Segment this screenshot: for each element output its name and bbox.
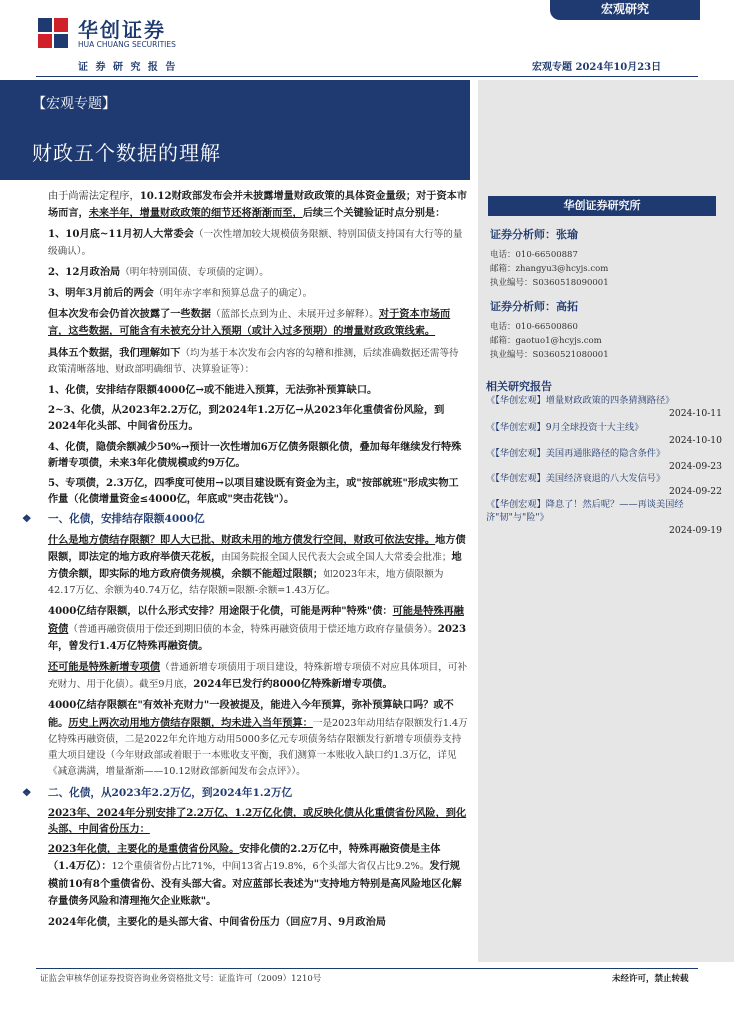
page-footer xyxy=(0,962,734,1024)
related-report-title[interactable]: 《【华创宏观】增量财政政策的四条猜测路径》 xyxy=(486,395,675,406)
body-paragraph: 4000亿结存限额在"有效补充财力"一段被提及，能进入今年预算，弥补预算缺口吗？或不能。历史上两次动用地方债结存限额，均未进入当年预算：一是2023年动用结存限额发行1.4万亿特殊再融资债，二是2022年允许地方动用5000多亿元专项债务结存限额发行新增专项债券支持重大项目建设（今年财政部或着眼于一本账收支平衡，我们测算一本账收入缺口约1.3万亿，详见《减意满满，增量渐渐——10.12财政部新闻发布会点评》）。 xyxy=(48,699,468,778)
regulatory-notice: 证监会审核华创证券投资咨询业务资格批文号：证监许可（2009）1210号 xyxy=(40,974,322,984)
body-paragraph: 4000亿结存限额，以什么形式安排？用途限于化债，可能是两种"特殊"债：可能是特殊再融资债（普通再融资债用于偿还到期旧债的本金，特殊再融资债用于偿还地方政府存量债务）。2023年，曾发行1.4万亿特殊再融资债。 xyxy=(48,605,467,652)
related-report-item[interactable] xyxy=(486,421,722,447)
diamond-bullet-icon: ❖ xyxy=(22,513,32,526)
section-heading: ❖ 一、化债，安排结存限额4000亿 xyxy=(22,511,468,527)
body-paragraph: 什么是地方债结存限额？即人大已批、财政未用的地方债发行空间，财政可依法安排。地方债限额，即法定的地方政府举债天花板，由国务院报全国人民代表大会或全国人大常委会批准；地方债余额，即实际的地方政府债务规模，余额不能超过限额；如2023年末，地方债限额为42.17万亿、余额为40.74万亿，结存限额=限额-余额=1.43万亿。 xyxy=(48,533,466,597)
key-point: 2、12月政治局（明年特别国债、专项债的定调）。 xyxy=(48,265,269,278)
related-report-date: 2024-09-23 xyxy=(669,461,722,472)
copyright-notice: 未经许可，禁止转载 xyxy=(612,974,689,984)
body-paragraph: 2023年化债，主要化的是重债省份风险。安排化债的2.2万亿中，特殊再融资债是主体（1.4万亿）：12个重债省份占比71%，中间13省占19.8%，6个头部大省仅占比9.2%。发行规模前10有8个重债省份、没有头部大省。对应蓝部长表述为"支持地方特别是高风险地区化解存量债务风险和清理拖欠企业账款"。 xyxy=(48,843,462,907)
diamond-bullet-icon: ❖ xyxy=(22,786,32,799)
body-paragraph: 还可能是特殊新增专项债（普通新增专项债用于项目建设，特殊新增专项债不对应具体项目，可补充财力、用于化债）。截至9月底，2024年已发行约8000亿特殊新增专项债。 xyxy=(48,661,468,691)
analyst-license: 执业编号：S0360521080001 xyxy=(490,350,609,360)
data-point: 2~3、化债，从2023年2.2万亿，到2024年1.2万亿→从2023年化重债省份风险，到2024年化头部、中间省份压力。 xyxy=(48,404,445,433)
analyst-name: 证券分析师：张瑜 xyxy=(490,228,578,241)
company-logo xyxy=(36,12,196,56)
related-report-date: 2024-09-22 xyxy=(669,486,722,497)
title-banner xyxy=(0,80,470,180)
related-report-title[interactable]: 《【华创宏观】美国经济衰退的八大发信号》 xyxy=(486,473,666,484)
banner-tag: 【宏观专题】 xyxy=(32,96,116,112)
analyst-name: 证券分析师：高拓 xyxy=(490,300,578,313)
report-date: 宏观专题 2024年10月23日 xyxy=(532,62,662,73)
body-paragraph: 2023年、2024年分别安排了2.2万亿、1.2万亿化债，或反映化债从化重债省份风险，到化头部、中间省份压力： xyxy=(48,806,467,835)
related-report-title[interactable]: 《【华创宏观】降息了！然后呢？——再谈美国经济"韧"与"险"》 xyxy=(486,499,684,523)
related-report-title[interactable]: 《【华创宏观】9月全球投资十大主线》 xyxy=(486,422,644,433)
related-report-date: 2024-09-19 xyxy=(669,525,722,536)
logo-chinese: 华创证券 xyxy=(78,18,166,42)
related-report-item[interactable] xyxy=(486,498,722,537)
data-point: 4、化债，隐债余额减少50%→预计一次性增加6万亿债务限额化债，叠加每年继续发行特殊新增专项债，未来3年化债规模或约9万亿。 xyxy=(48,440,462,469)
logo-mark-icon xyxy=(36,16,70,50)
analyst-email[interactable]: 邮箱：gaotuo1@hcyjs.com xyxy=(490,336,602,346)
key-point: 3、明年3月前后的两会（明年赤字率和预算总盘子的确定）。 xyxy=(48,287,313,300)
page-header xyxy=(0,0,734,80)
section-heading: ❖ 二、化债，从2023年2.2万亿，到2024年1.2万亿 xyxy=(22,785,468,801)
related-report-item[interactable] xyxy=(486,394,722,420)
institute-name: 华创证券研究所 xyxy=(488,196,716,216)
related-report-date: 2024-10-11 xyxy=(669,408,722,419)
analyst-phone: 电话：010-66500860 xyxy=(490,322,578,332)
analyst-email[interactable]: 邮箱：zhangyu3@hcyjs.com xyxy=(490,264,609,274)
data-point: 5、专项债，2.3万亿，四季度可使用→以项目建设既有资金为主，或"按部就班"形成实物工作量（化债增量资金≤4000亿，年底或"突击花钱"）。 xyxy=(48,477,459,506)
report-type: 证 券 研 究 报 告 xyxy=(78,62,178,73)
related-report-title[interactable]: 《【华创宏观】美国再通胀路径的隐含条件》 xyxy=(486,448,666,459)
analyst-phone: 电话：010-66500887 xyxy=(490,250,578,260)
logo-english: HUA CHUANG SECURITIES xyxy=(78,40,176,49)
main-content xyxy=(22,188,468,934)
related-report-item[interactable] xyxy=(486,447,722,473)
related-reports-title: 相关研究报告 xyxy=(486,380,552,393)
related-report-date: 2024-10-10 xyxy=(669,435,722,446)
body-paragraph: 具体五个数据，我们理解如下（均为基于本次发布会内容的勾稽和推测，后续准确数据还需等待政策清晰落地、财政部明确细节、决算验证等）： xyxy=(48,346,459,375)
key-point: 1、10月底~11月初人大常委会（一次性增加较大规模债务限额、特别国债支持国有大行等的量级确认）。 xyxy=(48,228,463,257)
body-paragraph: 2024年化债，主要化的是头部大省、中间省份压力（回应7月、9月政治局 xyxy=(48,915,386,928)
header-divider xyxy=(36,76,698,77)
page-title: 财政五个数据的理解 xyxy=(32,141,221,165)
footer-divider xyxy=(36,968,698,969)
intro-paragraph: 由于尚需法定程序，10.12财政部发布会并未披露增量财政政策的具体资金量级；对于资本市场而言，未来半年，增量财政政策的细节还将渐渐而至，后续三个关键验证时点分别是： xyxy=(48,190,468,220)
section-tab: 宏观研究 xyxy=(550,0,700,20)
body-paragraph: 但本次发布会仍首次披露了一些数据（蓝部长点到为止、未展开过多解释）。对于资本市场而言，这些数据，可能含有未被充分计入预期（或计入过多预期）的增量财政政策线索。 xyxy=(48,308,451,338)
data-point: 1、化债，安排结存限额4000亿→或不能进入预算，无法弥补预算缺口。 xyxy=(48,384,378,397)
sidebar xyxy=(478,80,734,980)
analyst-license: 执业编号：S0360518090001 xyxy=(490,278,609,288)
related-report-item[interactable] xyxy=(486,472,722,498)
